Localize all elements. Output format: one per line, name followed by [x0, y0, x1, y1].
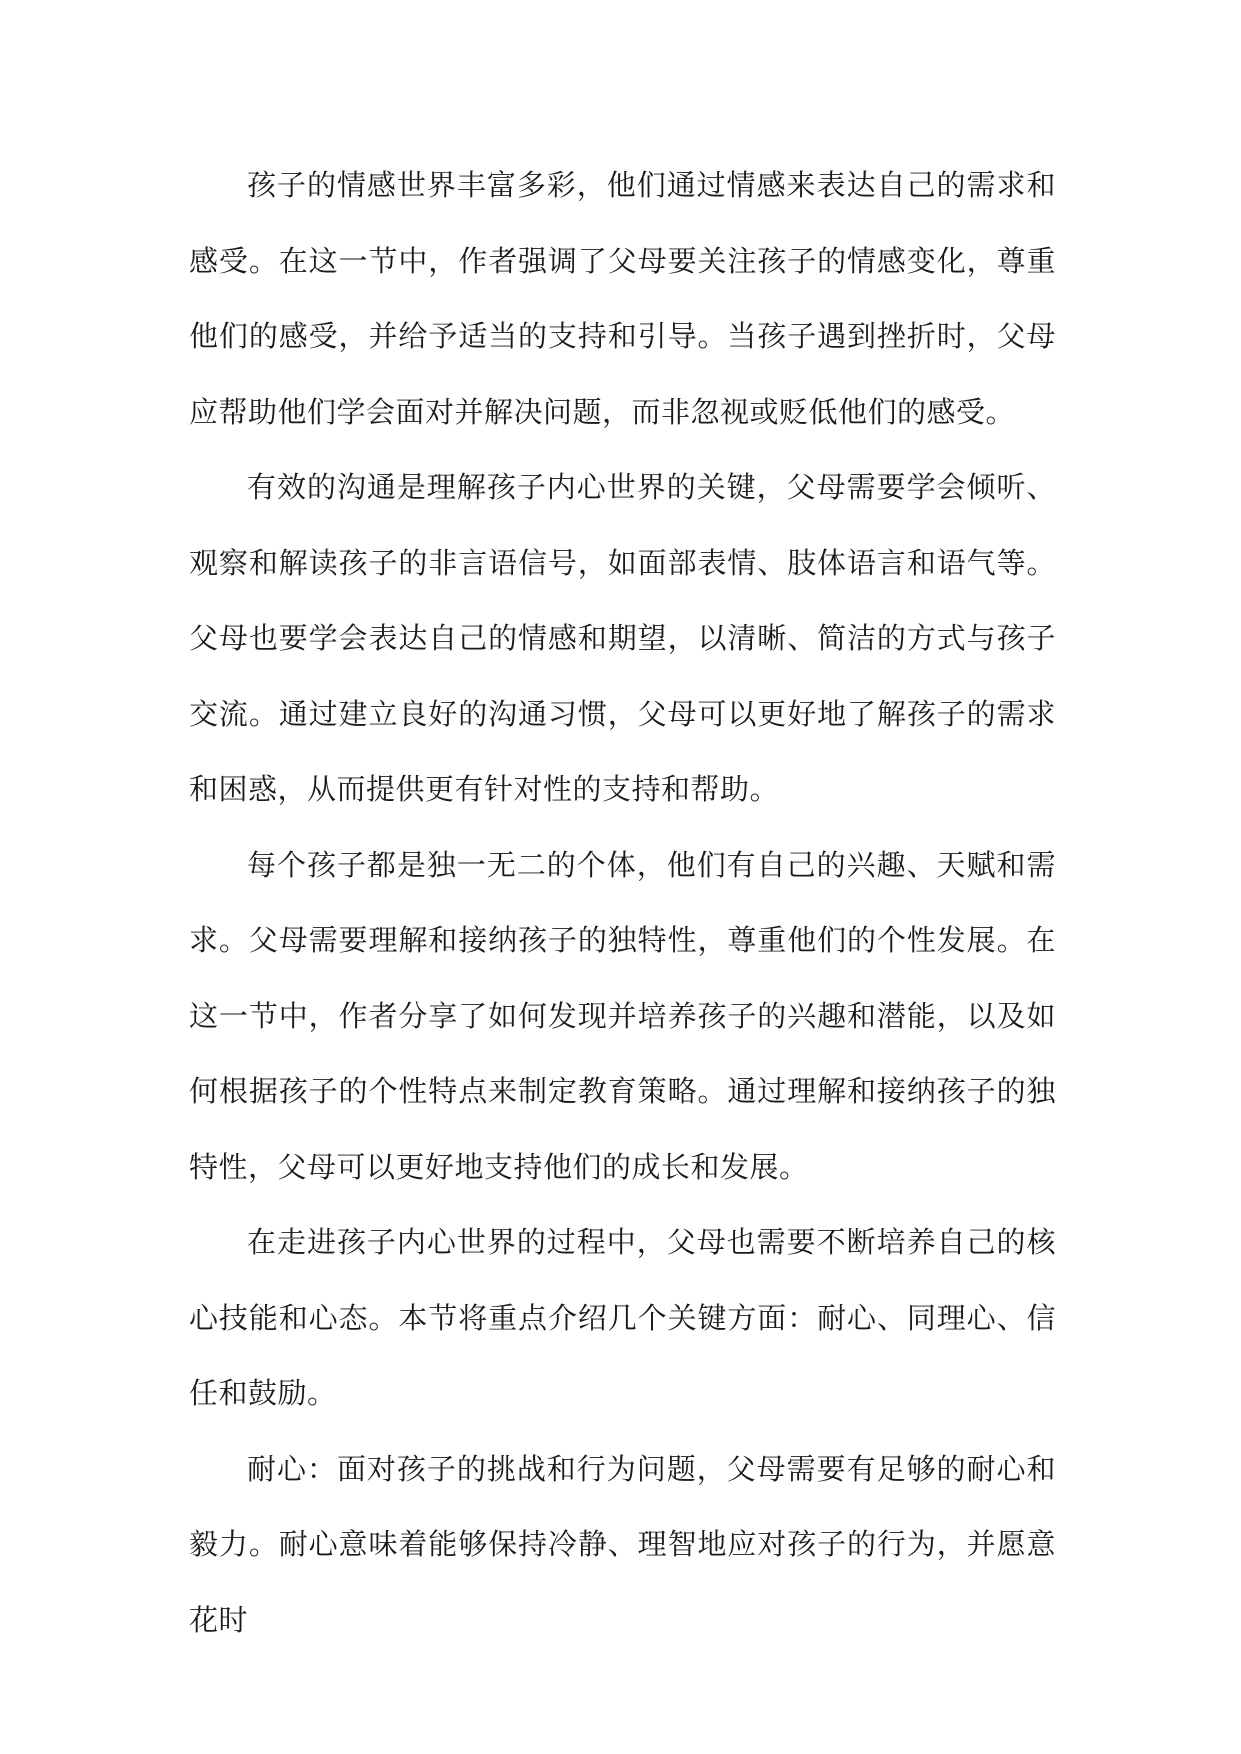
- paragraph-patience: 耐心：面对孩子的挑战和行为问题，父母需要有足够的耐心和毅力。耐心意味着能够保持冷静、理智地应对孩子的行为，并愿意花时: [189, 1451, 1056, 1637]
- paragraph-effective-communication: 有效的沟通是理解孩子内心世界的关键，父母需要学会倾听、观察和解读孩子的非言语信号，如面部表情、肢体语言和语气等。父母也要学会表达自己的情感和期望，以清晰、简洁的方式与孩子交流。通过建立良好的沟通习惯，父母可以更好地了解孩子的需求和困惑，从而提供更有针对性的支持和帮助。: [189, 470, 1056, 806]
- paragraph-core-skills: 在走进孩子内心世界的过程中，父母也需要不断培养自己的核心技能和心态。本节将重点介绍几个关键方面：耐心、同理心、信任和鼓励。: [189, 1225, 1056, 1410]
- document-body: [189, 148, 1056, 1658]
- paragraph-emotional-world: 孩子的情感世界丰富多彩，他们通过情感来表达自己的需求和感受。在这一节中，作者强调了父母要关注孩子的情感变化，尊重他们的感受，并给予适当的支持和引导。当孩子遇到挫折时，父母应帮助他们学会面对并解决问题，而非忽视或贬低他们的感受。: [189, 168, 1056, 429]
- paragraph-uniqueness: 每个孩子都是独一无二的个体，他们有自己的兴趣、天赋和需求。父母需要理解和接纳孩子的独特性，尊重他们的个性发展。在这一节中，作者分享了如何发现并培养孩子的兴趣和潜能，以及如何根据孩子的个性特点来制定教育策略。通过理解和接纳孩子的独特性，父母可以更好地支持他们的成长和发展。: [189, 847, 1056, 1184]
